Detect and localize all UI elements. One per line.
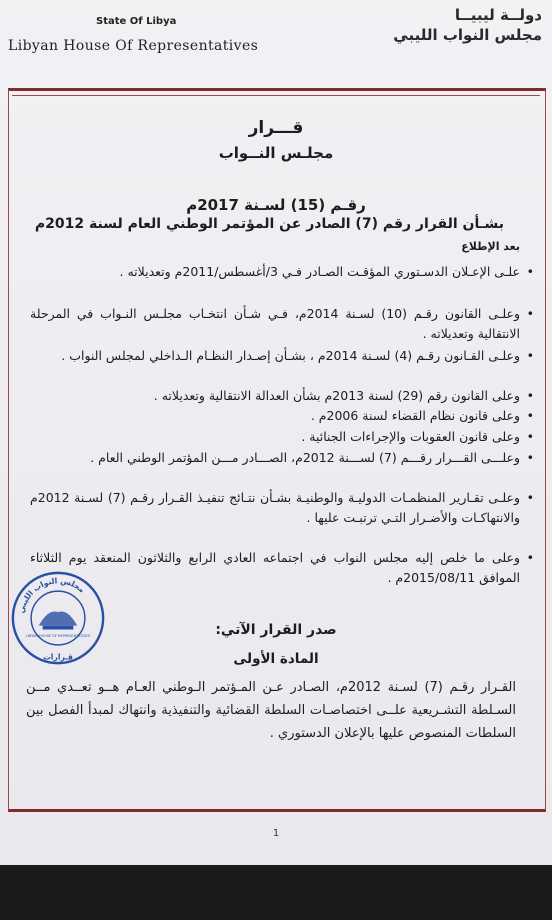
decree-number: رقـم (15) لسـنة 2017م [186, 196, 366, 214]
preamble-item: • وعلى ما خلص إليه مجلس النواب في اجتماعه العادي الرابع والثلاثون المنعقد يوم الثلاثاء الموافق 2015/08/11م . [30, 548, 520, 588]
preamble-item: • وعلـــى القـــرار رقـــم (7) لســـنة 2012م، الصـــادر مـــن المؤتمر الوطني العام . [30, 448, 520, 468]
preamble-item: • وعلـى تقـارير المنظمـات الدوليـة والوطنيـة بشـأن نتـائج تنفيـذ القـرار رقـم (7) لسـنة 2012م والانتهاكـات والأضـرار التـي ترتبـت عليها . [30, 488, 520, 528]
decree-title: قـــرار [248, 118, 304, 138]
article-heading: المادة الأولى [233, 651, 319, 667]
preamble-item: • وعلـى القانون رقـم (10) لسـنة 2014م، فـي شـأن انتخـاب مجلـس النـواب في المرحلة الانتقالية وتعديلاته . [30, 304, 520, 344]
preamble-item: • علـى الإعـلان الدسـتوري المؤقـت الصـادر فـي 3/أغسطس/2011م وتعديلاته . [30, 262, 520, 282]
official-seal [10, 570, 106, 666]
seal-english-text: LIBYAN HOUSE OF REPRESENTATIVES [26, 634, 90, 639]
decision-heading: صدر القرار الآتي: [215, 622, 337, 638]
house-name-ar: مجلس النواب الليبي [393, 26, 542, 44]
issuing-body: مجلـس النــواب [218, 144, 334, 162]
preamble-intro: بعد الإطلاع [461, 240, 520, 253]
preamble-item: • وعلى قانون العقوبات والإجراءات الجنائية . [30, 427, 520, 447]
state-name-ar: دولــة ليبيــا [454, 6, 542, 24]
article-text: القـرار رقـم (7) لسـنة 2012م، الصـادر عـن المـؤتمر الـوطني العـام هــو تعــدي مــن السـلطة التشـريعية علــى اختصاصـات السلطة القضائية والتنفيذية وانتهاك لمبدأ الفصل بين السلطات المنصوص عليها بالإعلان الدستوري . [26, 680, 516, 741]
seal-emblem-base [43, 626, 74, 630]
house-name-en: Libyan House Of Representatives [8, 38, 259, 54]
preamble-item: • وعلى القانون رقم (29) لسنة 2013م بشأن العدالة الانتقالية وتعديلاته . [30, 386, 520, 406]
preamble-item: • وعلـى القـانون رقـم (4) لسـنة 2014م ، بشـأن إصـدار النظـام الـداخلي لمجلس النواب . [30, 346, 520, 366]
seal-ring-text: مجلس النواب الليبي [16, 576, 87, 615]
frame-inner-rule [12, 95, 540, 96]
decree-subject: بشـأن القرار رقم (7) الصادر عن المؤتمر الوطني العام لسنة 2012م [34, 216, 504, 232]
preamble-item: • وعلى قانون نظام القضاء لسنة 2006م . [30, 406, 520, 426]
seal-caption: قـرارات [43, 652, 73, 662]
state-name-en: State Of Libya [96, 16, 177, 27]
page-number: 1 [272, 828, 280, 839]
letterhead-arabic [393, 6, 542, 44]
seal-emblem [39, 612, 77, 626]
